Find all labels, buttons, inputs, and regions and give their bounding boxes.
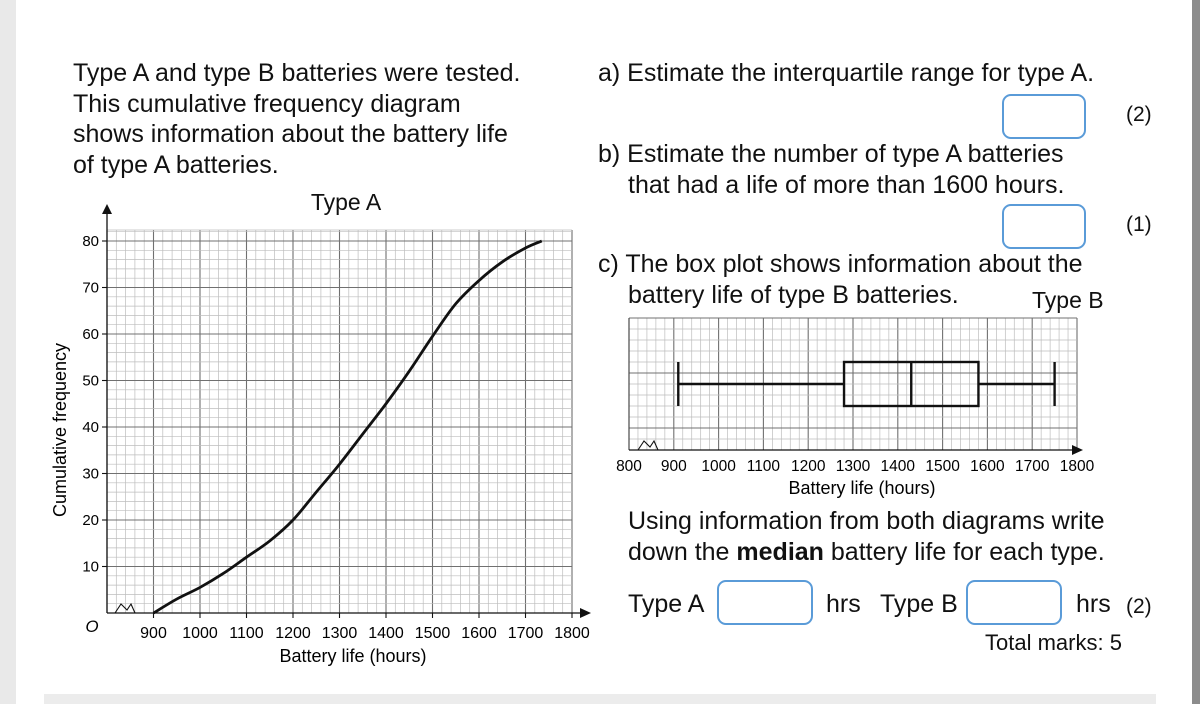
bp-axes [629,441,1083,455]
type-b-answer-label: Type B [880,590,958,618]
box-plot-title: Type B [1032,287,1104,313]
instruction-line-2 [628,537,1105,568]
bp-x-tick-label: 1300 [835,458,871,475]
bp-x-tick-label: 900 [660,458,687,475]
type-a-answer-label: Type A [628,590,705,618]
total-marks: Total marks: 5 [985,630,1122,655]
instruction-pre: down the [628,537,737,566]
box-plot-type-b [600,310,1100,505]
cf-x-tick-label: 900 [140,625,167,642]
bp-x-tick-label: 1600 [970,458,1005,475]
answer-box-a[interactable] [1002,94,1086,139]
cf-x-tick-label: 1100 [229,625,264,642]
question-c-line-2: battery life of type B batteries. [628,280,959,309]
cf-y-arrow [102,204,112,214]
unit-a: hrs [826,590,861,618]
cf-x-tick-label: 1200 [275,625,311,642]
cf-y-tick-label: 70 [82,279,99,297]
bp-axis-break-icon [638,441,658,450]
bp-x-tick-label: 1800 [1059,458,1095,475]
bp-x-tick-label: 1700 [1014,458,1050,475]
intro-line-4: of type A batteries. [73,150,279,179]
cf-x-tick-label: 1400 [368,625,404,642]
instruction-post: battery life for each type. [823,537,1105,566]
bp-x-tick-label: 1000 [701,458,736,475]
cf-y-tick-label: 40 [82,419,99,436]
cf-x-axis-label: Battery life (hours) [279,646,427,666]
cf-y-tick-label: 10 [82,558,99,576]
cf-x-tick-label: 1300 [321,625,358,642]
bp-x-tick-label: 1500 [925,458,960,475]
unit-b: hrs [1076,590,1111,618]
cf-x-tick-label: 1000 [182,625,218,642]
cf-axis-break-icon [115,604,135,613]
instruction-bold: median [736,537,824,566]
cf-y-tick-label: 60 [82,326,99,343]
bp-x-tick-label: 1200 [790,458,826,475]
cf-x-tick-label: 1600 [461,625,497,642]
cf-x-tick-label: 1800 [554,625,590,642]
marks-b: (1) [1126,213,1152,236]
cf-origin-label: O [85,617,99,636]
cf-y-tick-label: 50 [82,372,99,390]
cf-y-axis-label: Cumulative frequency [50,342,70,518]
bottom-band [44,694,1156,704]
bp-x-tick-label: 800 [616,458,642,475]
instruction-line-1: Using information from both diagrams write [628,507,1105,535]
question-c-line-1: c) The box plot shows information about the [598,250,1083,278]
cf-grid [107,230,572,613]
question-b-line-2: that had a life of more than 1600 hours. [628,170,1065,199]
cf-x-tick-label: 1500 [414,625,451,642]
intro-line-3: shows information about the battery life [73,120,508,148]
intro-line-2: This cumulative frequency diagram [73,89,461,118]
intro-line-1: Type A and type B batteries were tested. [73,59,521,87]
cf-y-tick-label: 80 [82,233,99,250]
cf-graph-title: Type A [310,190,382,215]
answer-box-median-a[interactable] [717,580,813,625]
scrollbar[interactable] [1192,0,1200,704]
cf-x-tick-label: 1700 [507,625,544,642]
cf-y-tick-label: 20 [82,512,99,529]
cf-tick-labels [82,233,590,642]
question-b-line-1: b) Estimate the number of type A batteries [598,140,1064,168]
bp-x-tick-label: 1400 [880,458,916,475]
page-edge [1184,0,1200,704]
bp-x-axis-label: Battery life (hours) [788,478,936,498]
answer-box-median-b[interactable] [966,580,1062,625]
answer-box-b[interactable] [1002,204,1086,249]
cf-axes [102,204,591,618]
cumulative-frequency-graph [0,190,600,690]
bp-x-tick-label: 1100 [746,458,781,475]
cf-y-tick-label: 30 [82,465,99,483]
question-a-text: a) Estimate the interquartile range for type A. [598,59,1095,87]
bp-tick-labels [616,458,1095,475]
cf-x-arrow [580,608,591,618]
marks-a: (2) [1126,103,1152,126]
marks-c: (2) [1126,595,1152,618]
